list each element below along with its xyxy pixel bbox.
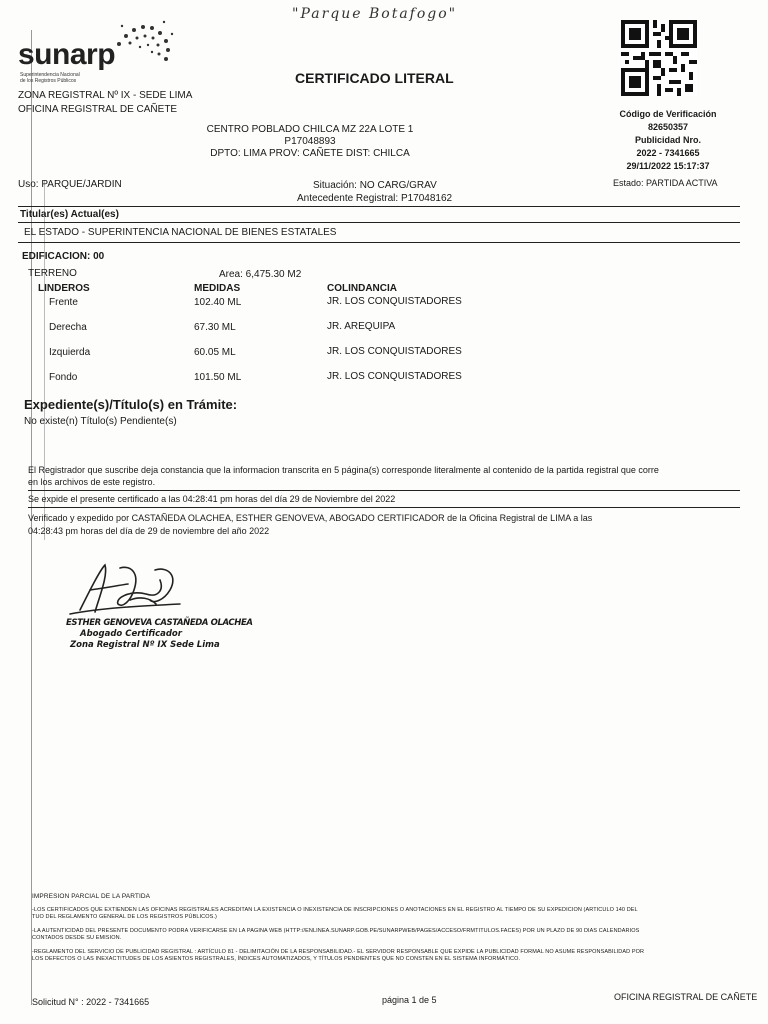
logo-tagline-line: Superintendencia Nacional bbox=[20, 72, 80, 78]
edificacion-heading: EDIFICACION: 00 bbox=[22, 251, 105, 262]
logo-tagline-line: de los Registros Públicos bbox=[20, 78, 77, 84]
medida-cell: 102.40 ML bbox=[194, 297, 242, 308]
address-block bbox=[190, 124, 430, 160]
edificacion-type: TERRENO bbox=[28, 268, 77, 279]
property-location: DPTO: LIMA PROV: CAÑETE DIST: CHILCA bbox=[210, 148, 410, 159]
footer-note: LOS DEFECTOS O LAS INEXACTITUDES DE LOS ASIENTOS REGISTRALES, ÍNDICES AUTOMATIZADOS, Y TÍTULOS PENDIENTES QUE NO CONSTEN EN EL SISTEMA INFORMÁTICO. bbox=[32, 956, 521, 962]
property-address: CENTRO POBLADO CHILCA MZ 22A LOTE 1 bbox=[206, 124, 414, 135]
signature-graphic bbox=[60, 560, 200, 620]
divider bbox=[18, 242, 740, 243]
lindero-cell: Derecha bbox=[49, 322, 87, 333]
expedition-statement: Se expide el presente certificado a las 04:28:41 pm horas del día 29 de Noviembre del 2022 bbox=[28, 494, 396, 504]
colindancia-cell: JR. LOS CONQUISTADORES bbox=[327, 346, 462, 357]
registry-zone: ZONA REGISTRAL Nº IX - SEDE LIMA bbox=[18, 90, 193, 101]
verification-code-label: Código de Verificación bbox=[619, 109, 717, 119]
verification-line: Verificado y expedido por CASTAÑEDA OLACHEA, ESTHER GENOVEVA, ABOGADO CERTIFICADOR de la Oficina Registral de LIMA a las bbox=[28, 513, 593, 523]
registrador-line: El Registrador que suscribe deja constancia que la informacion transcrita en 5 página(s) corresponde literalmente al contenido de la partida registral que corre bbox=[28, 465, 659, 475]
registry-office: OFICINA REGISTRAL DE CAÑETE bbox=[18, 104, 178, 115]
property-use: Uso: PARQUE/JARDIN bbox=[18, 179, 122, 190]
sunarp-logo bbox=[14, 14, 194, 88]
stamp-title: Abogado Certificador bbox=[80, 629, 182, 639]
column-header-linderos: LINDEROS bbox=[38, 283, 90, 294]
colindancia-cell: JR. LOS CONQUISTADORES bbox=[327, 296, 462, 307]
publicidad-label: Publicidad Nro. bbox=[634, 135, 701, 145]
divider bbox=[18, 206, 740, 207]
medida-cell: 67.30 ML bbox=[194, 322, 236, 333]
medida-cell: 101.50 ML bbox=[194, 372, 242, 383]
edificacion-area: Area: 6,475.30 M2 bbox=[219, 269, 302, 280]
handwritten-note: "Parque Botafogo" bbox=[292, 6, 458, 22]
stamp-zone: Zona Registral Nº IX Sede Lima bbox=[70, 640, 220, 650]
logo-tagline bbox=[20, 72, 80, 84]
expedientes-text: No existe(n) Título(s) Pendiente(s) bbox=[24, 416, 177, 427]
footer-note: -LOS CERTIFICADOS QUE EXTIENDEN LAS OFICINAS REGISTRALES ACREDITAN LA EXISTENCIA O INEXISTENCIA DE INSCRIPCIONES O ANOTACIONES EN EL REGISTRO AL TIEMPO DE SU EXPEDICION (ARTICULO 140 DEL bbox=[32, 907, 638, 913]
footer-note: CONTADOS DESDE SU EMISION. bbox=[32, 935, 122, 941]
registry-antecedent: Antecedente Registral: P17048162 bbox=[297, 193, 453, 204]
verification-block bbox=[598, 108, 738, 173]
document-title: CERTIFICADO LITERAL bbox=[295, 70, 454, 86]
solicitud-number: Solicitud N° : 2022 - 7341665 bbox=[32, 997, 150, 1007]
lindero-cell: Frente bbox=[49, 297, 78, 308]
page-number: página 1 de 5 bbox=[382, 995, 437, 1005]
expedientes-heading: Expediente(s)/Título(s) en Trámite: bbox=[24, 397, 238, 412]
publicidad-datetime: 29/11/2022 15:17:37 bbox=[626, 161, 710, 171]
lindero-cell: Izquierda bbox=[49, 347, 91, 358]
column-header-colindancia: COLINDANCIA bbox=[327, 283, 397, 294]
footer-office: OFICINA REGISTRAL DE CAÑETE bbox=[614, 992, 758, 1002]
divider bbox=[28, 507, 740, 508]
colindancia-cell: JR. AREQUIPA bbox=[327, 321, 396, 332]
divider bbox=[28, 490, 740, 491]
footer-note: TUO DEL REGLAMENTO GENERAL DE LOS REGISTROS PÚBLICOS.) bbox=[32, 914, 217, 920]
verification-statement bbox=[28, 512, 748, 538]
lindero-cell: Fondo bbox=[49, 372, 78, 383]
column-header-medidas: MEDIDAS bbox=[194, 283, 241, 294]
titular-heading: Titular(es) Actual(es) bbox=[20, 209, 119, 220]
footer-notes bbox=[32, 893, 744, 963]
logo-wordmark: sunarp bbox=[18, 38, 116, 71]
verification-code: 82650357 bbox=[647, 122, 689, 132]
publicidad-number: 2022 - 7341665 bbox=[636, 148, 700, 158]
medida-cell: 60.05 ML bbox=[194, 347, 236, 358]
qr-code bbox=[621, 20, 697, 96]
footer-note: -LA AUTENTICIDAD DEL PRESENTE DOCUMENTO PODRA VERIFICARSE EN LA PAGINA WEB (HTTP://ENLINEA.SUNARP.GOB.PE/SUNARPWEB/PAGES/ACCESO/FRMTITULOS.FACES) POR UN PLAZO DE 90 DIAS CALENDARIOS bbox=[32, 928, 640, 934]
titular-name: EL ESTADO - SUPERINTENCIA NACIONAL DE BIENES ESTATALES bbox=[24, 227, 337, 238]
footer-note: -REGLAMENTO DEL SERVICIO DE PUBLICIDAD REGISTRAL : ARTÍCULO 81 - DELIMITACIÓN DE LA RESPONSABILIDAD.- EL SERVIDOR RESPONSABLE QUE EXPIDE LA PUBLICIDAD FORMAL NO ASUME RESPONSABILIDAD POR bbox=[32, 949, 645, 955]
impresion-label: IMPRESION PARCIAL DE LA PARTIDA bbox=[32, 893, 151, 900]
verification-line: 04:28:43 pm horas del día de 29 de noviembre del año 2022 bbox=[28, 526, 270, 536]
registrador-line: en los archivos de este registro. bbox=[28, 477, 156, 487]
signature-stamp bbox=[66, 618, 253, 651]
divider bbox=[18, 222, 740, 223]
property-situation: Situación: NO CARG/GRAV bbox=[313, 180, 437, 191]
registrador-statement bbox=[28, 464, 748, 488]
colindancia-cell: JR. LOS CONQUISTADORES bbox=[327, 371, 462, 382]
partida-number: P17048893 bbox=[284, 136, 336, 147]
partida-status: Estado: PARTIDA ACTIVA bbox=[613, 178, 718, 188]
stamp-name: ESTHER GENOVEVA CASTAÑEDA OLACHEA bbox=[66, 618, 253, 628]
